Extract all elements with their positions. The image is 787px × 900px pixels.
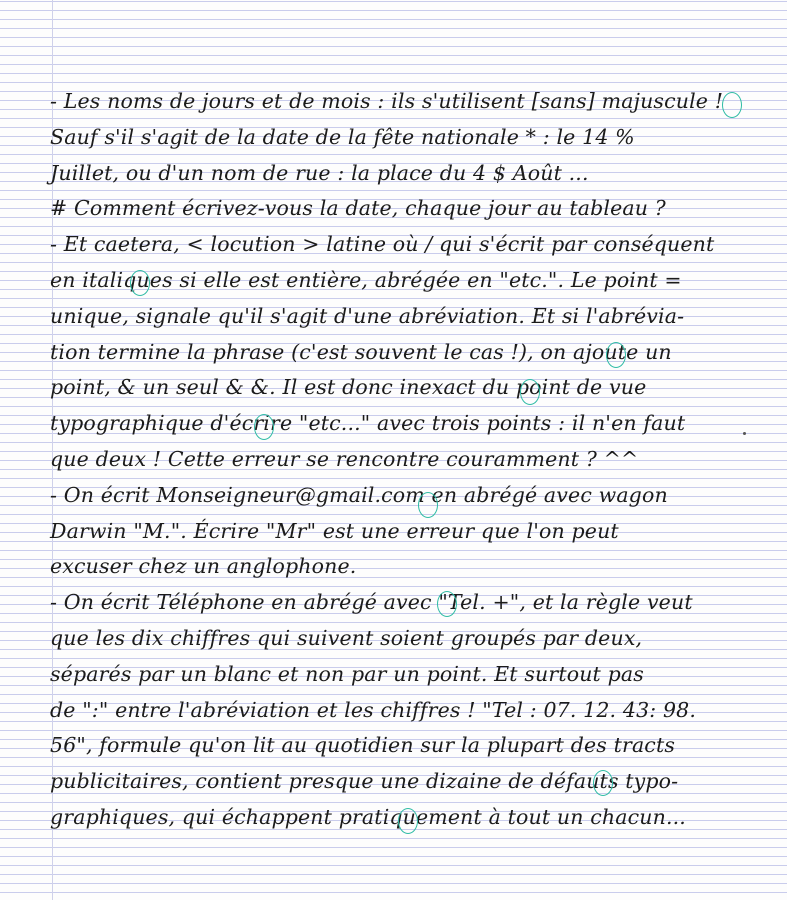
correction-circle: [593, 770, 613, 796]
text-line: de ":" entre l'abréviation et les chiffres ! "Tel : 07. 12. 43: 98.: [50, 697, 697, 722]
text-line: 56", formule qu'on lit au quotidien sur la plupart des tracts: [50, 733, 676, 758]
text-line: Juillet, ou d'un nom de rue : la place du 4 $ Août ...: [50, 160, 589, 185]
text-line: excuser chez un anglophone.: [50, 554, 357, 579]
text-line: - Les noms de jours et de mois : ils s'utilisent [sans] majuscule !: [50, 89, 724, 113]
text-line: publicitaires, contient presque une dizaine de défauts typo-: [50, 769, 679, 794]
correction-circle: [130, 270, 150, 296]
text-line: séparés par un blanc et non par un point. Et surtout pas: [50, 661, 644, 686]
correction-circle: [606, 342, 626, 368]
text-line: # Comment écrivez-vous la date, chaque jour au tableau ?: [50, 196, 666, 221]
correction-circle: [437, 591, 457, 617]
correction-circle: [520, 379, 540, 405]
correction-circle: [254, 414, 274, 440]
text-line: que les dix chiffres qui suivent soient groupés par deux,: [50, 625, 643, 650]
text-line: - On écrit Téléphone en abrégé avec "Tel. +", et la règle veut: [50, 590, 693, 615]
correction-circle: [722, 92, 742, 118]
text-line: typographique d'écrire "etc..." avec trois points : il n'en faut: [50, 411, 686, 436]
text-line: - On écrit Monseigneur@gmail.com en abrégé avec wagon: [50, 482, 668, 507]
text-line: point, & un seul & &. Il est donc inexact du point de vue: [50, 375, 647, 400]
stray-mark: [743, 432, 746, 435]
text-line: en italiques si elle est entière, abrégée en "etc.". Le point =: [50, 267, 682, 292]
text-line: Sauf s'il s'agit de la date de la fête nationale * : le 14 %: [50, 124, 635, 149]
text-line: tion termine la phrase (c'est souvent le cas !), on ajoute un: [50, 339, 672, 364]
correction-circle: [418, 492, 438, 518]
text-line: que deux ! Cette erreur se rencontre couramment ? ^^: [50, 446, 639, 471]
text-line: - Et caetera, < locution > latine où / qui s'écrit par conséquent: [50, 232, 715, 257]
text-line: Darwin "M.". Écrire "Mr" est une erreur que l'on peut: [50, 518, 619, 543]
correction-circle: [398, 808, 418, 834]
handwritten-text: [50, 84, 762, 836]
text-line: graphiques, qui échappent pratiquement à tout un chacun...: [50, 804, 686, 829]
text-line: unique, signale qu'il s'agit d'une abréviation. Et si l'abrévia-: [50, 303, 685, 328]
